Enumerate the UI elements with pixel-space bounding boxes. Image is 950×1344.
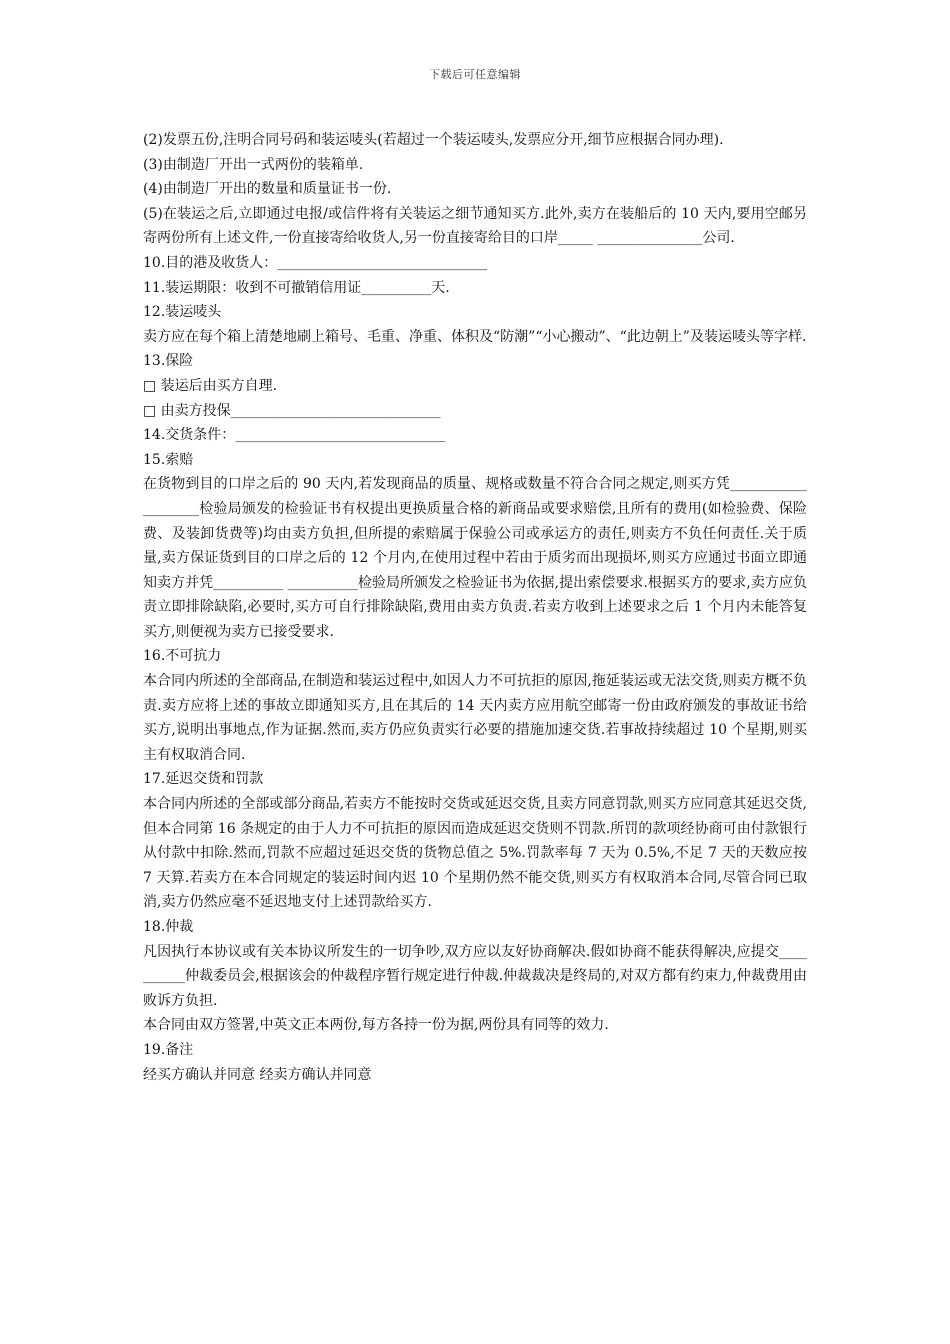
paragraph-delivery-terms: 14.交货条件：______________________________: [143, 427, 446, 444]
paragraph-claims: 在货物到目的口岸之后的 90 天内,若发现商品的质量、规格或数量不符合合同之规定,则买方凭___________________检验局颁发的检验证书有权提出更换质量合格的新商品或要求赔偿,且所有的费用(如检验费、保险费、及装卸货费等)均由卖方负担,但所提的索赔属于保验公司或承运方的责任,则卖方不负任何责任.关于质量,卖方保证货到目的口岸之后的 12 个月内,在使用过程中若由于质劣而出现损坏,则买方应通过书面立即通知卖方并凭__________ __________检验局所颁发之检验证书为依据,提出索偿要求.根据买方的要求,卖方应负责立即排除缺陷,必要时,买方可自行排除缺陷,费用由卖方负责.若卖方收到上述要求之后 1 个月内未能答复买方,则便视为卖方已接受要求.: [143, 476, 807, 640]
paragraph-contract-copies: 本合同由双方签署,中英文正本两份,每方各持一份为据,两份具有同等的效力.: [143, 1017, 609, 1034]
paragraph-force-majeure: 本合同内所述的全部商品,在制造和装运过程中,如因人力不可抗拒的原因,拖延装运或无法交货,则卖方概不负责.卖方应将上述的事故立即通知买方,且在其后的 14 天内卖方应用航空邮寄一份由政府颁发的事故证书给买方,说明出事地点,作为证据.然而,卖方仍应负责实行必要的措施加速交货.若事故持续超过 10 个星期,则买主有权取消合同.: [143, 673, 807, 763]
paragraph-invoice: (2)发票五份,注明合同号码和装运唛头(若超过一个装运唛头,发票应分开,细节应根据合同办理).: [143, 132, 724, 148]
paragraph-destination-port: 10.目的港及收货人：______________________________: [143, 254, 488, 271]
checkbox-seller-insurance: □ 由卖方投保______________________________: [143, 402, 441, 419]
paragraph-packing-list: (3)由制造厂开出一式两份的装箱单.: [143, 156, 364, 173]
heading-force-majeure: 16.不可抗力: [143, 648, 222, 665]
document-body: [143, 128, 807, 1087]
paragraph-arbitration: 凡因执行本协议或有关本协议所发生的一切争吵,双方应以友好协商解决.假如协商不能获得解决,应提交__________仲裁委员会,根据该会的仲裁程序暂行规定进行仲裁.仲裁裁决是终局的,对双方都有约束力,仲裁费用由败诉方负担.: [143, 943, 807, 1009]
heading-late-delivery: 17.延迟交货和罚款: [143, 771, 264, 788]
heading-insurance: 13.保险: [143, 353, 194, 370]
paragraph-shipping-marks: 卖方应在每个箱上清楚地刷上箱号、毛重、净重、体积及“防潮”“小心搬动”、“此边朝上”及装运唛头等字样.: [143, 328, 807, 345]
paragraph-certificate: (4)由制造厂开出的数量和质量证书一份.: [143, 181, 392, 198]
heading-claims: 15.索赔: [143, 451, 194, 468]
paragraph-shipment-notice: (5)在装运之后,立即通过电报/或信件将有关装运之细节通知买方.此外,卖方在装船后的 10 天内,要用空邮另寄两份所有上述文件,一份直接寄给收货人,另一份直接寄给目的口岸_____ _______________公司.: [143, 205, 807, 247]
heading-shipping-marks: 12.装运唛头: [143, 304, 222, 321]
paragraph-late-delivery: 本合同内所述的全部或部分商品,若卖方不能按时交货或延迟交货,且卖方同意罚款,则买方应同意其延迟交货,但本合同第 16 条规定的由于人力不可抗拒的原因而造成延迟交货则不罚款.所罚的款项经协商可由付款银行从付款中扣除.然而,罚款不应超过延迟交货的货物总值之 5%.罚款率每 7 天为 0.5%,不足 7 天的天数应按 7 天算.若卖方在本合同规定的装运时间内迟 10 个星期仍然不能交货,则买方有权取消本合同,尽管合同已取消,卖方仍然应毫不延迟地支付上述罚款给买方.: [143, 796, 807, 911]
paragraph-shipment-time: 11.装运期限：收到不可撤销信用证__________天.: [143, 279, 450, 296]
heading-remarks: 19.备注: [143, 1041, 194, 1058]
checkbox-buyer-insurance: □ 装运后由买方自理.: [143, 377, 278, 394]
page-header: 下载后可任意编辑: [429, 68, 521, 81]
heading-arbitration: 18.仲裁: [143, 919, 194, 935]
paragraph-confirmation: 经买方确认并同意 经卖方确认并同意: [143, 1066, 372, 1083]
